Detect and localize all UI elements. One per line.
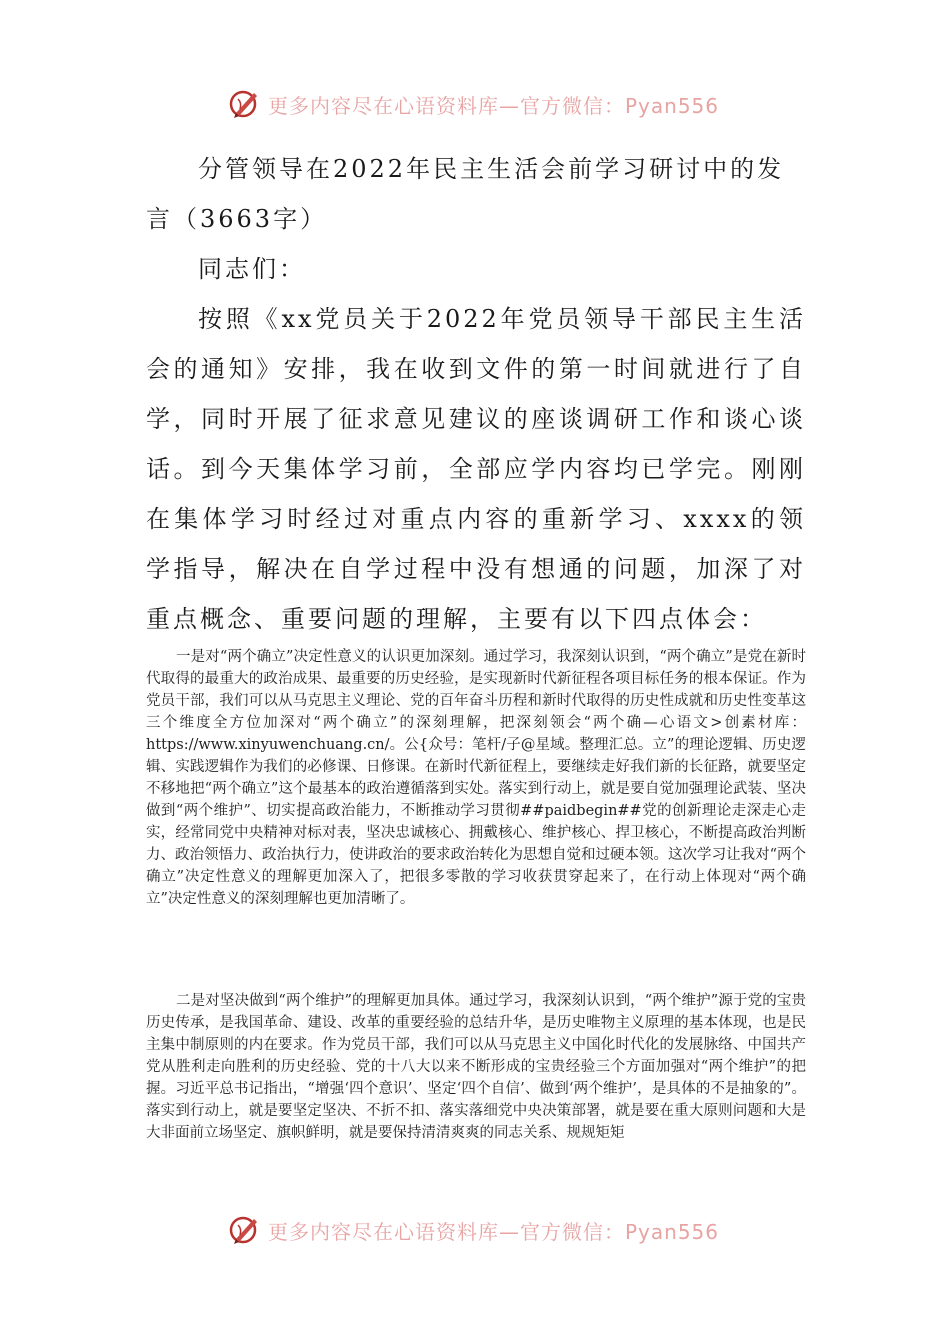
document-title: 分管领导在2022年民主生活会前学习研讨中的发言（3663字） [146, 155, 785, 233]
header-banner [228, 84, 748, 124]
footer-banner [228, 1210, 748, 1250]
intro-paragraph: 按照《xx党员关于2022年党员领导干部民主生活会的通知》安排，我在收到文件的第一时间就进行了自学，同时开展了征求意见建议的座谈调研工作和谈心谈话。到今天集体学习前，全部应学内容均已学完。刚刚在集体学习时经过对重点内容的重新学习、xxxx的领学指导，解决在自学过程中没有想通的问题，加深了对重点概念、重要问题的理解，主要有以下四点体会： [146, 305, 806, 633]
body-paragraph-2: 二是对坚决做到“两个维护”的理解更加具体。通过学习，我深刻认识到，“两个维护”源于党的宝贵历史传承，是我国革命、建设、改革的重要经验的总结升华，是历史唯物主义原理的基本体现，也是民主集中制原则的内在要求。作为党员干部，我们可以从马克思主义中国化时代化的发展脉络、中国共产党从胜利走向胜利的历史经验、党的十八大以来不断形成的宝贵经验三个方面加强对“两个维护”的把握。习近平总书记指出，“增强‘四个意识’、坚定‘四个自信’、做到‘两个维护’，是具体的不是抽象的”。落实到行动上，就是要坚定坚决、不折不扣、落实落细党中央决策部署，就是要在重大原则问题和大是大非面前立场坚定、旗帜鲜明，就是要保持清清爽爽的同志关系、规规矩矩 [146, 993, 806, 1141]
body-paragraph-1: 一是对“两个确立”决定性意义的认识更加深刻。通过学习，我深刻认识到，“两个确立”是党在新时代取得的最重大的政治成果、最重要的历史经验，是实现新时代新征程各项目标任务的根本保证。作为党员干部，我们可以从马克思主义理论、党的百年奋斗历程和新时代取得的历史性成就和历史性变革这三个维度全方位加深对“两个确立”的深刻理解，把深刻领会“两个确—心语文>创素材库：https://www.xinyuwenchuang.cn/。公{众号：笔杆/子@星域。整理汇总。立”的理论逻辑、历史逻辑、实践逻辑作为我们的必修课、日修课。在新时代新征程上，要继续走好我们新的长征路，就要坚定不移地把“两个确立”这个最基本的政治遵循落到实处。落实到行动上，就是要自觉加强理论武装、坚决做到“两个维护”、切实提高政治能力，不断推动学习贯彻##paidbegin##党的创新理论走深走心走实，经常同党中央精神对标对表，坚决忠诚核心、拥戴核心、维护核心、捍卫核心，不断提高政治判断力、政治领悟力、政治执行力，使讲政治的要求政治转化为思想自觉和过硬本领。这次学习让我对“两个确立”决定性意义的理解更加深入了，把很多零散的学习收获贯穿起来了，在行动上体现对“两个确立”决定性意义的深刻理解也更加清晰了。 [146, 649, 806, 907]
banner-text: 更多内容尽在心语资料库—官方微信：Pyan556 [268, 1219, 720, 1244]
banner-text: 更多内容尽在心语资料库—官方微信：Pyan556 [268, 93, 720, 118]
greeting: 同志们： [198, 255, 306, 283]
pen-logo-icon [228, 1213, 262, 1247]
pen-logo-icon [228, 87, 262, 121]
